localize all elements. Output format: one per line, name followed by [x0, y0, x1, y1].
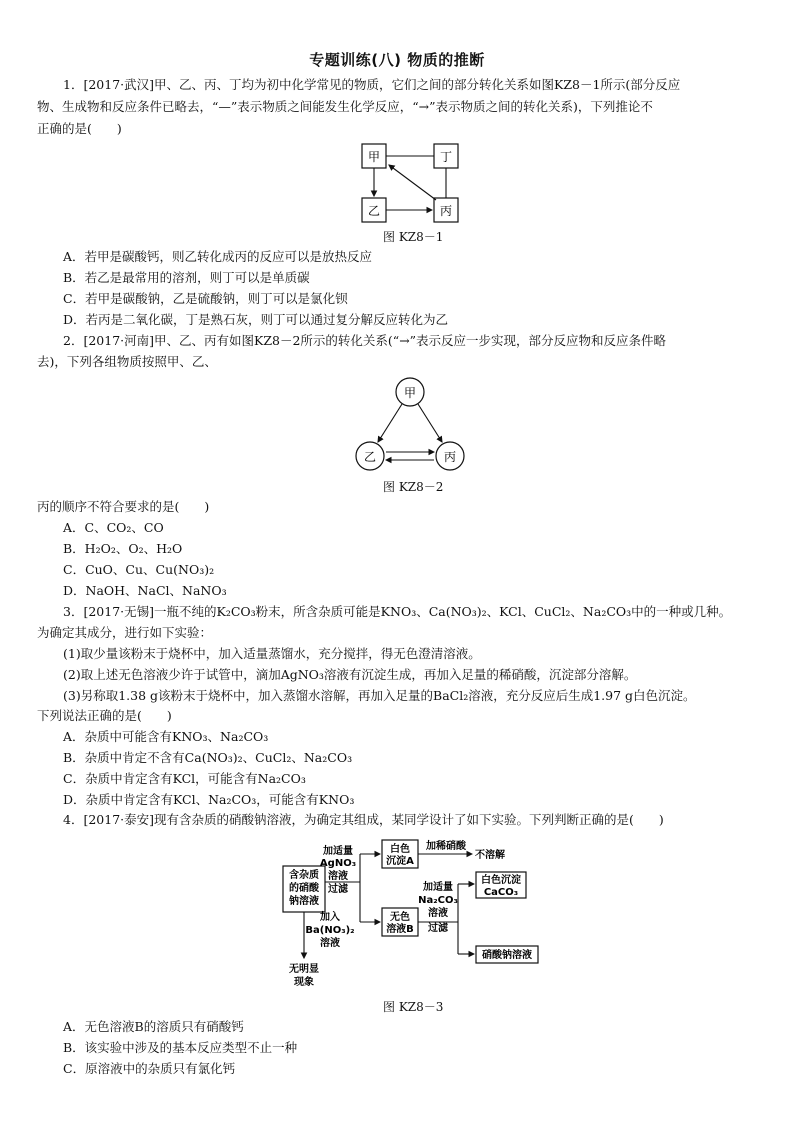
- q3-option-c: C．杂质中肯定含有KCl，可能含有Na₂CO₃: [63, 771, 306, 786]
- caco3-text-2: CaCO₃: [483, 887, 519, 898]
- q3-stem: 下列说法正确的是( ): [37, 708, 172, 723]
- figure-kz8-3: [280, 834, 550, 997]
- q2-option-d: D．NaOH、NaCl、NaNO₃: [63, 583, 227, 598]
- no-change-text-1: 无明显: [289, 964, 319, 975]
- ba-text-3: 溶液: [320, 938, 340, 949]
- dilute-text: 加稀硝酸: [426, 841, 466, 852]
- label-b: 丁: [439, 150, 453, 164]
- start-text-1: 含杂质: [289, 870, 319, 881]
- colorless-b-text-1: 无色: [390, 912, 410, 923]
- q1-option-d: D．若丙是二氧化碳，丁是熟石灰，则丁可以通过复分解反应转化为乙: [63, 312, 449, 327]
- figure-kz8-1-caption: 图 KZ8－1: [383, 230, 444, 244]
- white-a-text-2: 沉淀A: [386, 856, 414, 867]
- label-top: 甲: [403, 386, 417, 400]
- q4-line1: 4．[2017·泰安]现有含杂质的硝酸钠溶液，为确定其组成，某同学设计了如下实验。下列判断正确的是( ): [63, 812, 664, 827]
- label-d: 丙: [439, 204, 453, 218]
- na2co3-text-3: 溶液: [428, 908, 448, 919]
- agno3-text-1: 加适量: [323, 846, 353, 857]
- na2co3-text-4: 过滤: [428, 923, 448, 934]
- na2co3-text-2: Na₂CO₃: [418, 895, 458, 906]
- q3-option-b: B．杂质中肯定不含有Ca(NO₃)₂、CuCl₂、Na₂CO₃: [63, 750, 353, 765]
- q1-option-b: B．若乙是最常用的溶剂，则丁可以是单质碳: [63, 270, 310, 285]
- ba-text-2: Ba(NO₃)₂: [305, 925, 355, 936]
- insoluble-text: 不溶解: [475, 850, 505, 861]
- q2-line3: 丙的顺序不符合要求的是( ): [37, 499, 210, 514]
- figure-kz8-1: [356, 140, 466, 233]
- label-left: 乙: [363, 450, 377, 464]
- agno3-text-4: 过滤: [328, 884, 348, 895]
- q3-step-1: (1)取少量该粉末于烧杯中，加入适量蒸馏水，充分搅拌，得无色澄清溶液。: [63, 646, 481, 661]
- q3-option-d: D．杂质中肯定含有KCl、Na₂CO₃，可能含有KNO₃: [63, 792, 355, 807]
- start-text-2: 的硝酸: [289, 883, 319, 894]
- figure-kz8-3-caption: 图 KZ8－3: [383, 1000, 444, 1014]
- q3-option-a: A．杂质中可能含有KNO₃、Na₂CO₃: [63, 729, 269, 744]
- q3-step-3: (3)另称取1.38 g该粉末于烧杯中，加入蒸馏水溶解，再加入足量的BaCl₂溶液，充分反应后生成1.97 g白色沉淀。: [63, 688, 696, 703]
- q4-option-b: B．该实验中涉及的基本反应类型不止一种: [63, 1040, 298, 1055]
- label-a: 甲: [367, 150, 381, 164]
- q2-option-c: C．CuO、Cu、Cu(NO₃)₂: [63, 562, 215, 577]
- nano3-text: 硝酸钠溶液: [482, 950, 532, 961]
- q1-line1: 1．[2017·武汉]甲、乙、丙、丁均为初中化学常见的物质，它们之间的部分转化关系如图KZ8－1所示(部分反应: [63, 77, 681, 92]
- na2co3-text-1: 加适量: [423, 882, 453, 893]
- q1-option-a: A．若甲是碳酸钙，则乙转化成丙的反应可以是放热反应: [63, 249, 373, 264]
- q3-step-2: (2)取上述无色溶液少许于试管中，滴加AgNO₃溶液有沉淀生成，再加入足量的稀硝酸，沉淀部分溶解。: [63, 667, 637, 682]
- agno3-text-2: AgNO₃: [319, 858, 357, 869]
- q4-option-c: C．原溶液中的杂质只有氯化钙: [63, 1061, 236, 1076]
- q1-option-c: C．若甲是碳酸钠，乙是硫酸钠，则丁可以是氯化钡: [63, 291, 348, 306]
- caco3-text-1: 白色沉淀: [481, 875, 521, 886]
- q2-line2: 去)，下列各组物质按照甲、乙、: [37, 354, 217, 369]
- q3-line2: 为确定其成分，进行如下实验：: [37, 625, 213, 640]
- q2-option-b: B．H₂O₂、O₂、H₂O: [63, 541, 183, 556]
- ba-text-1: 加入: [320, 912, 340, 923]
- agno3-text-3: 溶液: [328, 871, 348, 882]
- figure-kz8-2-caption: 图 KZ8－2: [383, 480, 444, 494]
- start-text-3: 钠溶液: [289, 896, 319, 907]
- figure-kz8-2: [352, 376, 472, 479]
- label-c: 乙: [367, 204, 381, 218]
- label-right: 丙: [443, 450, 457, 464]
- no-change-text-2: 现象: [294, 977, 314, 988]
- page-title: 专题训练(八) 物质的推断: [309, 51, 485, 69]
- q3-line1: 3．[2017·无锡]一瓶不纯的K₂CO₃粉末，所含杂质可能是KNO₃、Ca(NO₃)₂、KCl、CuCl₂、Na₂CO₃中的一种或几种。: [63, 604, 732, 619]
- q1-line2: 物、生成物和反应条件已略去，“—”表示物质之间能发生化学反应，“→”表示物质之间的转化关系)，下列推论不: [37, 99, 653, 114]
- q2-option-a: A．C、CO₂、CO: [63, 520, 164, 535]
- q4-option-a: A．无色溶液B的溶质只有硝酸钙: [63, 1019, 244, 1034]
- white-a-text-1: 白色: [390, 844, 410, 855]
- q2-line1: 2．[2017·河南]甲、乙、丙有如图KZ8－2所示的转化关系(“→”表示反应一步实现，部分反应物和反应条件略: [63, 333, 667, 348]
- colorless-b-text-2: 溶液B: [386, 924, 414, 935]
- q1-line3: 正确的是( ): [37, 121, 122, 136]
